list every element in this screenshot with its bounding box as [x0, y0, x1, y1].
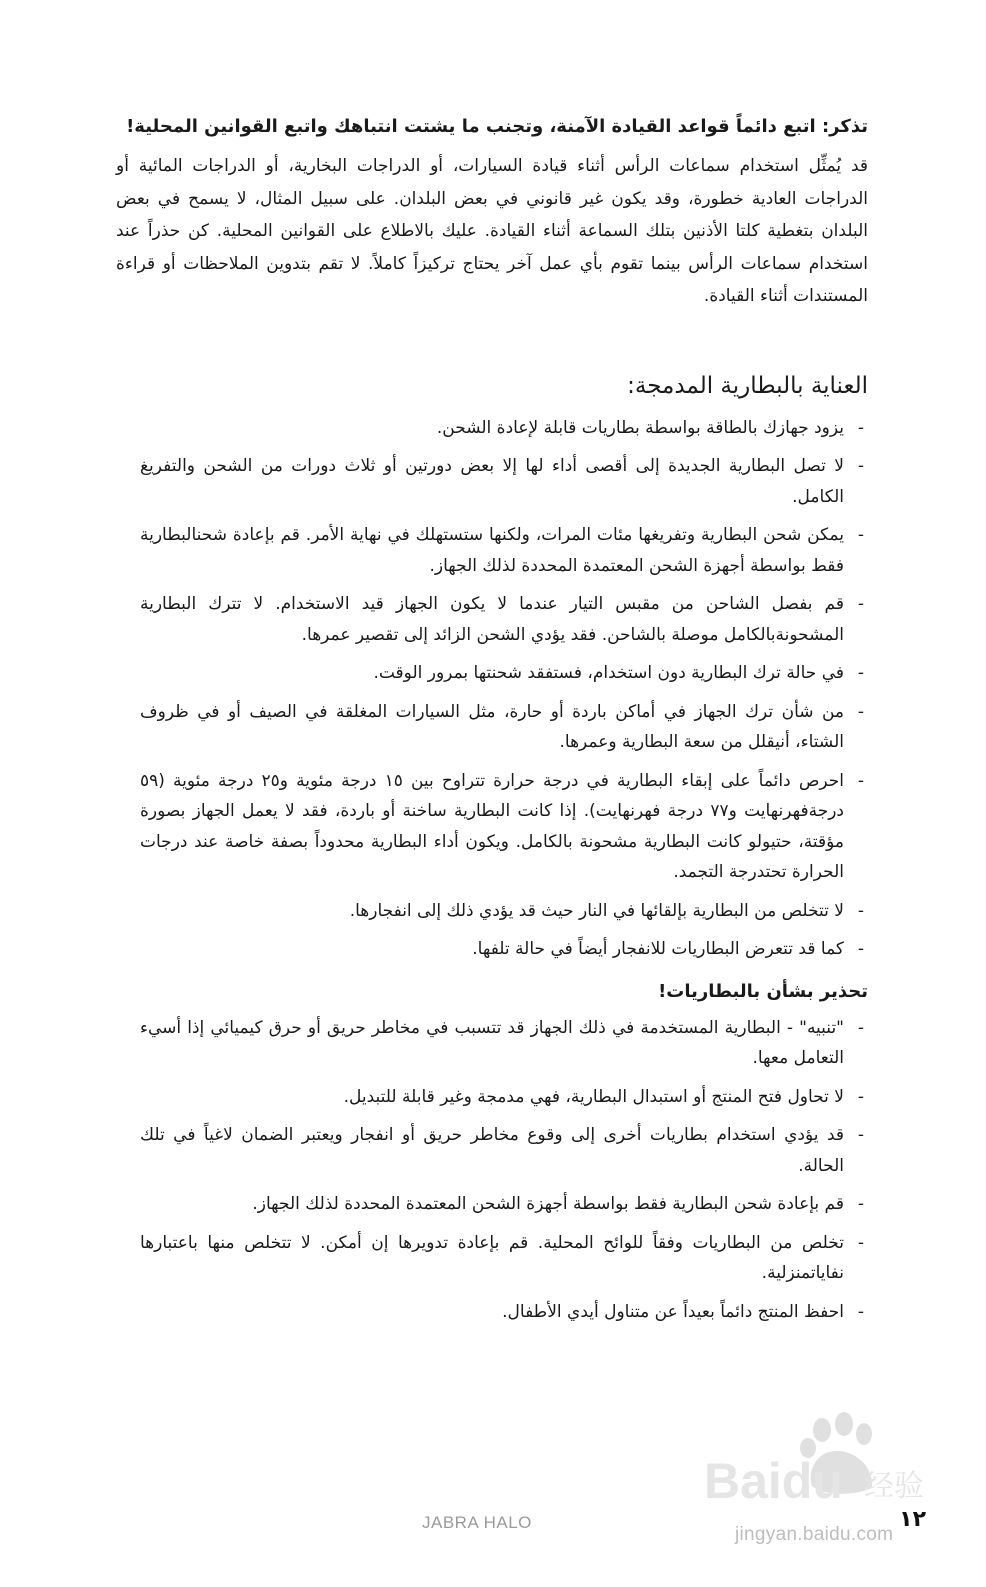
bullet-dash: - — [857, 1194, 865, 1214]
list-item-text: من شأن ترك الجهاز في أماكن باردة أو حارة، مثل السيارات المغلقة في الصيف أو في ظروف الشتاء، أنيقلل من سعة البطارية وعمرها. — [140, 701, 844, 752]
list-item-text: في حالة ترك البطارية دون استخدام، فستفقد شحنتها بمرور الوقت. — [373, 663, 844, 683]
bullet-dash: - — [857, 456, 865, 476]
list-item-text: يزود جهازك بالطاقة بواسطة بطاريات قابلة لإعادة الشحن. — [436, 417, 844, 438]
list-item — [116, 451, 868, 512]
list-item-text: لا تحاول فتح المنتج أو استبدال البطارية، فهي مدمجة وغير قابلة للتبديل. — [343, 1086, 844, 1107]
bullet-dash: - — [857, 1301, 865, 1322]
list-item — [116, 1228, 868, 1289]
page-footer — [0, 1507, 986, 1553]
bullet-dash: - — [857, 663, 865, 683]
list-item-text: قم بفصل الشاحن من مقبس التيار عندما لا يكون الجهاز قيد الاستخدام. لا تترك البطارية المشحونةبالكامل موصلة بالشاحن. فقد يؤدي الشحن الزائد إلى تقصير عمرها. — [140, 594, 844, 645]
list-item-text: احرص دائماً على إبقاء البطارية في درجة حرارة تتراوح بين ١٥ درجة مئوية و٢٥ درجة مئوية (٥٩ درجةفهرنهايت و٧٧ درجة فهرنهايت). إذا كانت البطارية ساخنة أو باردة، فقد لا يعمل الجهاز بصورة مؤقتة، حتيولو كانت البطارية مشحونة بالكامل. ويكون أداء البطارية محدوداً بصفة خاصة عند درجات الحرارة تحتدرجة التجمد. — [140, 770, 844, 882]
list-item — [116, 766, 868, 888]
list-item-text: يمكن شحن البطارية وتفريغها مئات المرات، ولكنها ستستهلك في نهاية الأمر. قم بإعادة شحنالبطارية فقط بواسطة أجهزة الشحن المعتمدة المحددة لذلك الجهاز. — [140, 525, 844, 576]
list-item — [116, 1082, 868, 1113]
bullet-dash: - — [857, 525, 865, 545]
list-item — [116, 413, 868, 444]
list-item — [116, 1120, 868, 1181]
list-item — [116, 1297, 868, 1328]
bullet-dash: - — [857, 770, 865, 791]
list-item — [116, 520, 868, 581]
bullet-dash: - — [857, 900, 865, 921]
driving-warning-paragraph: قد يُمثِّل استخدام سماعات الرأس أثناء قيادة السيارات، أو الدراجات البخارية، أو الدراجات المائية أو الدراجات العادية خطورة، وقد يكون غير قانوني في بعض البلدان. على سبيل المثال، لا يسمح في بعض البلدان بتغطية كلتا الأذنين بتلك السماعة أثناء القيادة. عليك بالاطلاع على القوانين المحلية. كن حذراً عند استخدام سماعات الرأس بينما تقوم بأي عمل آخر يحتاج تركيزاً كاملاً. لا تقم بتدوين الملاحظات أو قراءة المستندات أثناء القيادة. — [116, 156, 868, 306]
battery-care-list — [116, 413, 868, 965]
list-item-text: لا تتخلص من البطارية بإلقائها في النار حيث قد يؤدي ذلك إلى انفجارها. — [349, 900, 844, 921]
footer-brand: JABRA HALO — [422, 1513, 532, 1532]
list-item — [116, 589, 868, 650]
list-item-text: قد يؤدي استخدام بطاريات أخرى إلى وقوع مخاطر حريق أو انفجار ويعتبر الضمان لاغياً في تلك الحالة. — [140, 1125, 844, 1176]
watermark-logo-text: Baidu — [704, 1453, 843, 1509]
watermark-url: jingyan.baidu.com — [735, 1524, 894, 1545]
list-item — [116, 697, 868, 758]
watermark-logo-cn: 经验 — [864, 1469, 924, 1504]
battery-caution-list — [116, 1013, 868, 1328]
battery-caution-heading: تحذير بشأن بالبطاريات! — [658, 980, 868, 1002]
bullet-dash: - — [857, 1086, 865, 1107]
list-item-text: "تنبيه" - البطارية المستخدمة في ذلك الجهاز قد تتسبب في مخاطر حريق أو حرق كيميائي إذا أسيء التعامل معها. — [140, 1017, 844, 1068]
bullet-dash: - — [857, 1125, 865, 1145]
bullet-dash: - — [857, 939, 865, 959]
list-item — [116, 658, 868, 689]
list-item — [116, 1189, 868, 1220]
list-item-text: احفظ المنتج دائماً بعيداً عن متناول أيدي الأطفال. — [502, 1301, 844, 1322]
bullet-dash: - — [857, 594, 865, 614]
bullet-dash: - — [857, 1232, 865, 1253]
list-item-text: لا تصل البطارية الجديدة إلى أقصى أداء لها إلا بعض دورتين أو ثلاث دورات من الشحن والتفريغ الكامل. — [140, 456, 844, 507]
bullet-dash: - — [857, 701, 865, 722]
list-item — [116, 896, 868, 927]
document-body — [116, 112, 868, 1335]
battery-care-heading: العناية بالبطارية المدمجة: — [627, 372, 868, 399]
list-item-text: قم بإعادة شحن البطارية فقط بواسطة أجهزة الشحن المعتمدة المحددة لذلك الجهاز. — [252, 1194, 844, 1214]
list-item-text: كما قد تتعرض البطاريات للانفجار أيضاً في حالة تلفها. — [472, 939, 844, 959]
list-item — [116, 934, 868, 965]
list-item-text: تخلص من البطاريات وفقاً للوائح المحلية. قم بإعادة تدويرها إن أمكن. لا تتخلص منها باعتبارها نفاياتمنزلية. — [140, 1232, 844, 1283]
page-number: ١٢ — [899, 1507, 926, 1532]
bullet-dash: - — [857, 417, 865, 438]
driving-warning-title: تذكر: اتبع دائماً قواعد القيادة الآمنة، وتجنب ما يشتت انتباهك واتبع القوانين المحلية! — [126, 116, 868, 137]
bullet-dash: - — [857, 1017, 865, 1038]
list-item — [116, 1013, 868, 1074]
